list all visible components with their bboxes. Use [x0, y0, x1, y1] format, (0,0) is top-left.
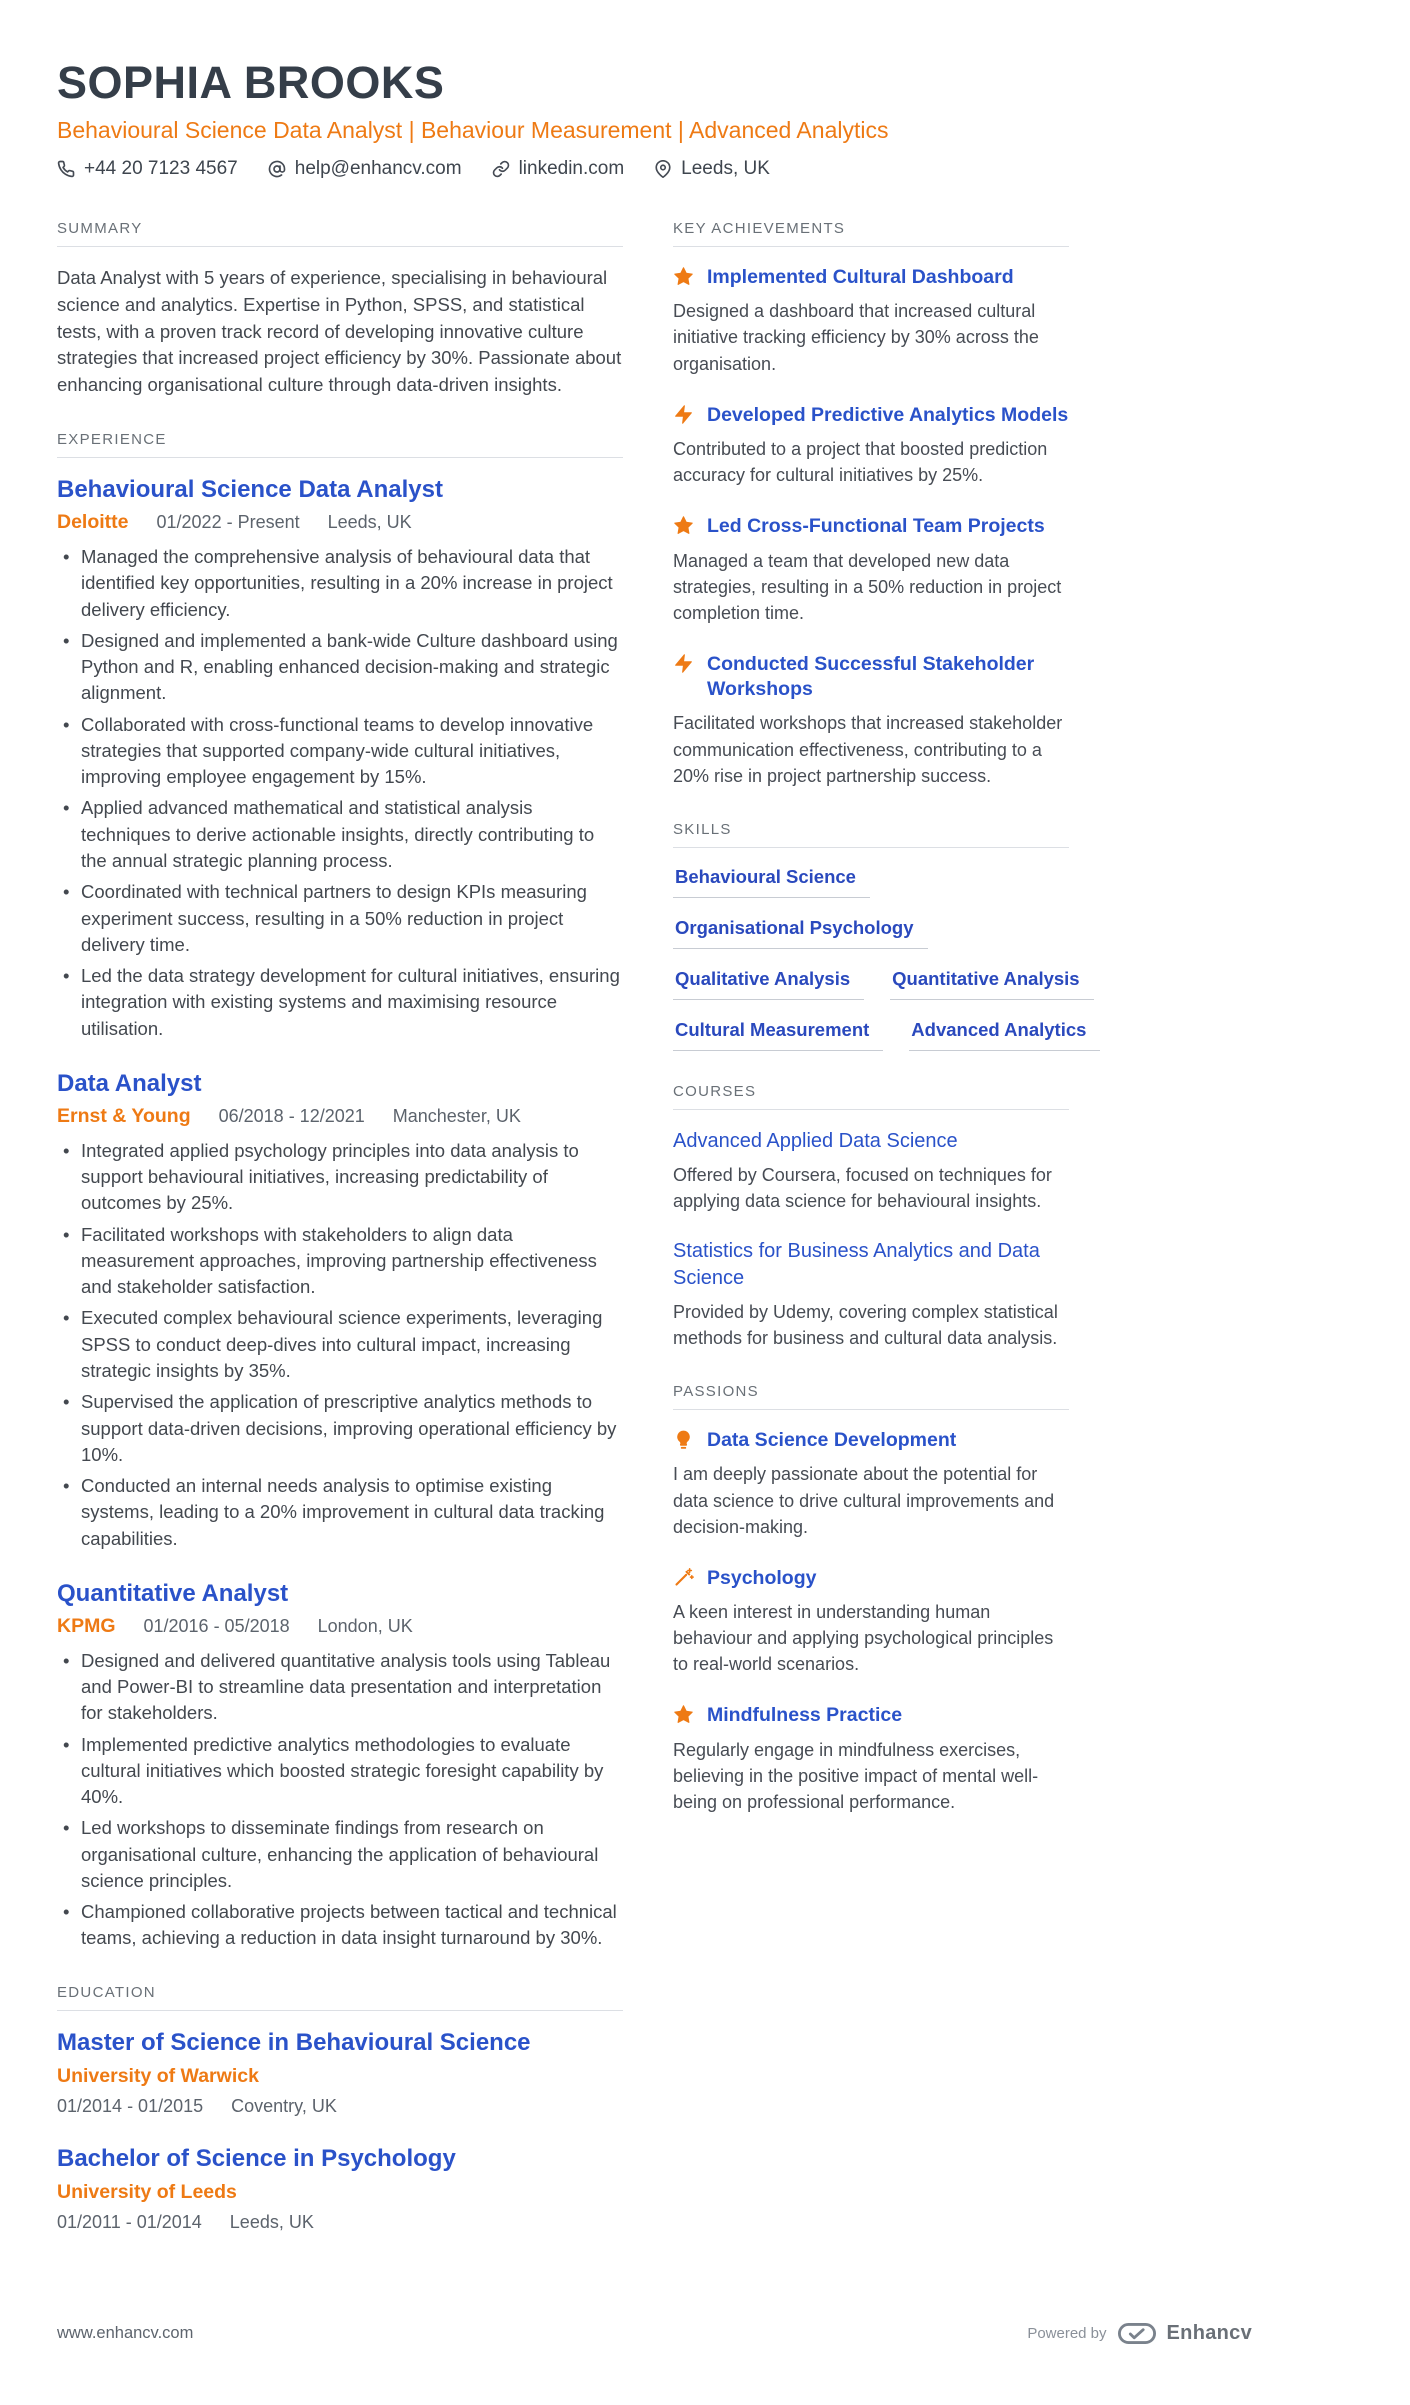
achievement-header: [673, 514, 1069, 539]
candidate-name: SOPHIA BROOKS: [57, 57, 445, 108]
job-bullet: • Led the data strategy development for cultural initiatives, ensuring integration with existing systems and maximising resource utilisation.: [57, 963, 623, 1042]
passions-section: [673, 1383, 1069, 1815]
right-column: [673, 220, 1087, 1847]
passion-header: [673, 1566, 1069, 1591]
star-icon: [673, 266, 694, 287]
education-heading: EDUCATION: [57, 1984, 623, 2011]
job-location: Leeds, UK: [327, 512, 412, 533]
page-footer: [57, 2322, 1252, 2345]
star-icon: [673, 515, 694, 536]
experience-heading: EXPERIENCE: [57, 431, 623, 458]
education-dates: 01/2014 - 01/2015: [57, 2095, 204, 2116]
contact-text: +44 20 7123 4567: [84, 158, 238, 179]
education-dates: 01/2011 - 01/2014: [57, 2211, 202, 2232]
wand-icon: [673, 1567, 694, 1588]
skill-item: Advanced Analytics: [909, 1019, 1100, 1051]
job-dates: 01/2016 - 05/2018: [143, 1615, 290, 1636]
job-title: Quantitative Analyst: [57, 1579, 289, 1607]
passion-item: [673, 1428, 1069, 1540]
education-meta: [57, 2212, 623, 2233]
skills-row: [673, 967, 1080, 1000]
key-achievements-section: [673, 220, 1069, 789]
left-column: [57, 220, 623, 2265]
achievement-description: Contributed to a project that boosted prediction accuracy for cultural initiatives by 25%.: [673, 438, 1048, 486]
education-location: Coventry, UK: [231, 2095, 337, 2116]
job-bullets: [57, 1648, 623, 1952]
job-bullet: • Championed collaborative projects between tactical and technical teams, achieving a reduction in data insight turnaround by 30%.: [57, 1899, 623, 1952]
summary-text: Data Analyst with 5 years of experience, specialising in behavioural science and analytics. Expertise in Python, SPSS, and statistical tests, with a proven track record of developing innovative culture strategies that increased project efficiency by 30%. Passionate about enhancing organisational culture through data-driven insights.: [57, 267, 622, 396]
job-bullet: • Coordinated with technical partners to design KPIs measuring experiment success, resulting in a 50% reduction in project delivery time.: [57, 879, 623, 958]
degree-title: Master of Science in Behavioural Science: [57, 2028, 531, 2056]
job-bullet: • Implemented predictive analytics methodologies to evaluate cultural initiatives which boosted strategic foresight capability by 40%.: [57, 1732, 623, 1811]
contact-item[interactable]: [654, 158, 770, 180]
powered-by[interactable]: [1027, 2322, 1252, 2345]
course-description: Provided by Udemy, covering complex statistical methods for business and cultural data analysis.: [673, 1301, 1058, 1349]
powered-by-label: Powered by: [1027, 2324, 1107, 2342]
skill-item: Cultural Measurement: [673, 1019, 883, 1051]
job-bullet: • Managed the comprehensive analysis of behavioural data that identified key opportunities, resulting in a 20% increase in project delivery efficiency.: [57, 544, 623, 623]
achievement-title: Led Cross-Functional Team Projects: [707, 515, 1045, 538]
passion-title: Psychology: [707, 1566, 817, 1589]
contact-item[interactable]: [268, 158, 462, 180]
skills-heading: SKILLS: [673, 821, 1069, 848]
job-bullet: • Applied advanced mathematical and statistical analysis techniques to derive actionable insights, directly contributing to the annual strategic planning process.: [57, 795, 623, 874]
job-meta: [57, 511, 623, 534]
passion-title: Mindfulness Practice: [707, 1704, 903, 1727]
zap-icon: [673, 653, 694, 674]
course-item: [673, 1128, 1069, 1214]
experience-section: [57, 431, 623, 1952]
phone-icon: [57, 160, 75, 178]
passion-header: [673, 1703, 1069, 1728]
achievement-item: [673, 403, 1069, 489]
summary-section: [57, 220, 623, 399]
achievement-header: [673, 403, 1069, 428]
job-bullets: [57, 1138, 623, 1552]
passion-description: I am deeply passionate about the potential for data science to drive cultural improvements and decision-making.: [673, 1464, 1055, 1537]
star-icon: [673, 1704, 694, 1725]
resume-header: [57, 57, 1353, 180]
content-columns: [57, 220, 1353, 2265]
education-entry: [57, 2029, 623, 2117]
job-meta: [57, 1615, 623, 1638]
job-title: Behavioural Science Data Analyst: [57, 476, 443, 504]
job-location: London, UK: [317, 1615, 413, 1636]
job-bullet: • Facilitated workshops with stakeholders to align data measurement approaches, improving partnership effectiveness and stakeholder satisfaction.: [57, 1222, 623, 1301]
job-bullet: • Designed and delivered quantitative analysis tools using Tableau and Power-BI to streamline data presentation and interpretation for stakeholders.: [57, 1648, 623, 1727]
job-entry: [57, 1580, 623, 1952]
skills-section: [673, 820, 1087, 1051]
brand-name: Enhancv: [1166, 2321, 1252, 2344]
job-location: Manchester, UK: [392, 1105, 521, 1126]
course-item: [673, 1238, 1069, 1351]
bulb-icon: [673, 1429, 694, 1450]
contact-text: Leeds, UK: [681, 158, 770, 179]
job-bullet: • Led workshops to disseminate findings from research on organisational culture, enhancing the application of behavioural science principles.: [57, 1815, 623, 1894]
company-name: KPMG: [57, 1614, 116, 1637]
contact-item[interactable]: [57, 158, 238, 180]
course-description: Offered by Coursera, focused on techniques for applying data science for behavioural insights.: [673, 1164, 1052, 1211]
at-icon: [268, 160, 286, 178]
achievement-description: Managed a team that developed new data strategies, resulting in a 50% reduction in project completion time.: [673, 550, 1062, 623]
skill-item: Behavioural Science: [673, 866, 870, 898]
achievement-description: Facilitated workshops that increased stakeholder communication effectiveness, contributing to a 20% rise in project partnership success.: [673, 713, 1063, 786]
contact-text: linkedin.com: [518, 158, 625, 179]
job-bullet: • Integrated applied psychology principles into data analysis to support behavioural initiatives, increasing predictability of outcomes by 25%.: [57, 1138, 623, 1217]
job-bullet: • Collaborated with cross-functional teams to develop innovative strategies that supported company-wide cultural initiatives, improving employee engagement by 15%.: [57, 712, 623, 791]
job-bullet: • Supervised the application of prescriptive analytics methods to support data-driven decisions, improving operational efficiency by 10%.: [57, 1389, 623, 1468]
achievement-header: [673, 265, 1069, 290]
passion-description: A keen interest in understanding human behaviour and applying psychological principles to real-world scenarios.: [673, 1602, 1054, 1675]
candidate-headline: Behavioural Science Data Analyst | Behaviour Measurement | Advanced Analytics: [57, 117, 889, 143]
job-title: Data Analyst: [57, 1069, 202, 1097]
enhancv-logo: [1118, 2323, 1156, 2344]
job-bullets: [57, 544, 623, 1042]
achievement-title: Conducted Successful Stakeholder Workshops: [707, 652, 1035, 701]
course-title: Statistics for Business Analytics and Data Science: [673, 1239, 1040, 1289]
achievement-item: [673, 652, 1069, 789]
school-name: University of Leeds: [57, 2180, 237, 2203]
passion-item: [673, 1703, 1069, 1815]
job-bullet: • Executed complex behavioural science experiments, leveraging SPSS to conduct deep-dives into cultural impact, increasing strategic insights by 35%.: [57, 1305, 623, 1384]
skills-row: [673, 917, 1069, 949]
passions-heading: PASSIONS: [673, 1383, 1069, 1410]
skill-item: Quantitative Analysis: [890, 968, 1093, 1000]
achievement-description: Designed a dashboard that increased cultural initiative tracking efficiency by 30% across the organisation.: [673, 301, 1039, 374]
education-meta: [57, 2096, 623, 2117]
education-location: Leeds, UK: [229, 2211, 314, 2232]
pin-icon: [654, 160, 672, 178]
company-name: Deloitte: [57, 511, 129, 534]
skills-row: [673, 866, 1069, 898]
job-bullet: • Conducted an internal needs analysis to optimise existing systems, leading to a 20% improvement in cultural data tracking capabilities.: [57, 1473, 623, 1552]
degree-title: Bachelor of Science in Psychology: [57, 2144, 456, 2172]
job-entry: [57, 476, 623, 1042]
course-title: Advanced Applied Data Science: [673, 1129, 958, 1152]
skills-row: [673, 1018, 1087, 1051]
passion-title: Data Science Development: [707, 1429, 957, 1452]
courses-heading: COURSES: [673, 1083, 1069, 1110]
website-link[interactable]: www.enhancv.com: [57, 2323, 194, 2342]
passion-header: [673, 1428, 1069, 1453]
company-name: Ernst & Young: [57, 1104, 191, 1127]
summary-heading: SUMMARY: [57, 220, 623, 247]
passion-item: [673, 1566, 1069, 1678]
job-entry: [57, 1070, 623, 1552]
contact-row: [57, 158, 1353, 180]
contact-item[interactable]: [492, 158, 625, 180]
achievement-item: [673, 265, 1069, 377]
contact-text: help@enhancv.com: [294, 158, 462, 179]
link-icon: [492, 160, 510, 178]
zap-icon: [673, 404, 694, 425]
courses-section: [673, 1083, 1069, 1351]
skill-item: Organisational Psychology: [673, 917, 928, 949]
achievement-title: Implemented Cultural Dashboard: [707, 266, 1014, 288]
skill-item: Qualitative Analysis: [673, 968, 864, 1000]
job-meta: [57, 1105, 623, 1128]
job-bullet: • Designed and implemented a bank-wide Culture dashboard using Python and R, enabling enhanced decision-making and strategic alignment.: [57, 628, 623, 707]
education-entry: [57, 2145, 623, 2233]
achievement-item: [673, 514, 1069, 626]
school-name: University of Warwick: [57, 2064, 259, 2087]
achievement-header: [673, 652, 1069, 703]
job-dates: 01/2022 - Present: [156, 512, 300, 533]
passion-description: Regularly engage in mindfulness exercises, believing in the positive impact of mental well-being on professional performance.: [673, 1739, 1039, 1812]
job-dates: 06/2018 - 12/2021: [218, 1105, 365, 1126]
achievement-title: Developed Predictive Analytics Models: [707, 403, 1069, 426]
key-achievements-heading: KEY ACHIEVEMENTS: [673, 220, 1069, 247]
education-section: [57, 1984, 623, 2233]
